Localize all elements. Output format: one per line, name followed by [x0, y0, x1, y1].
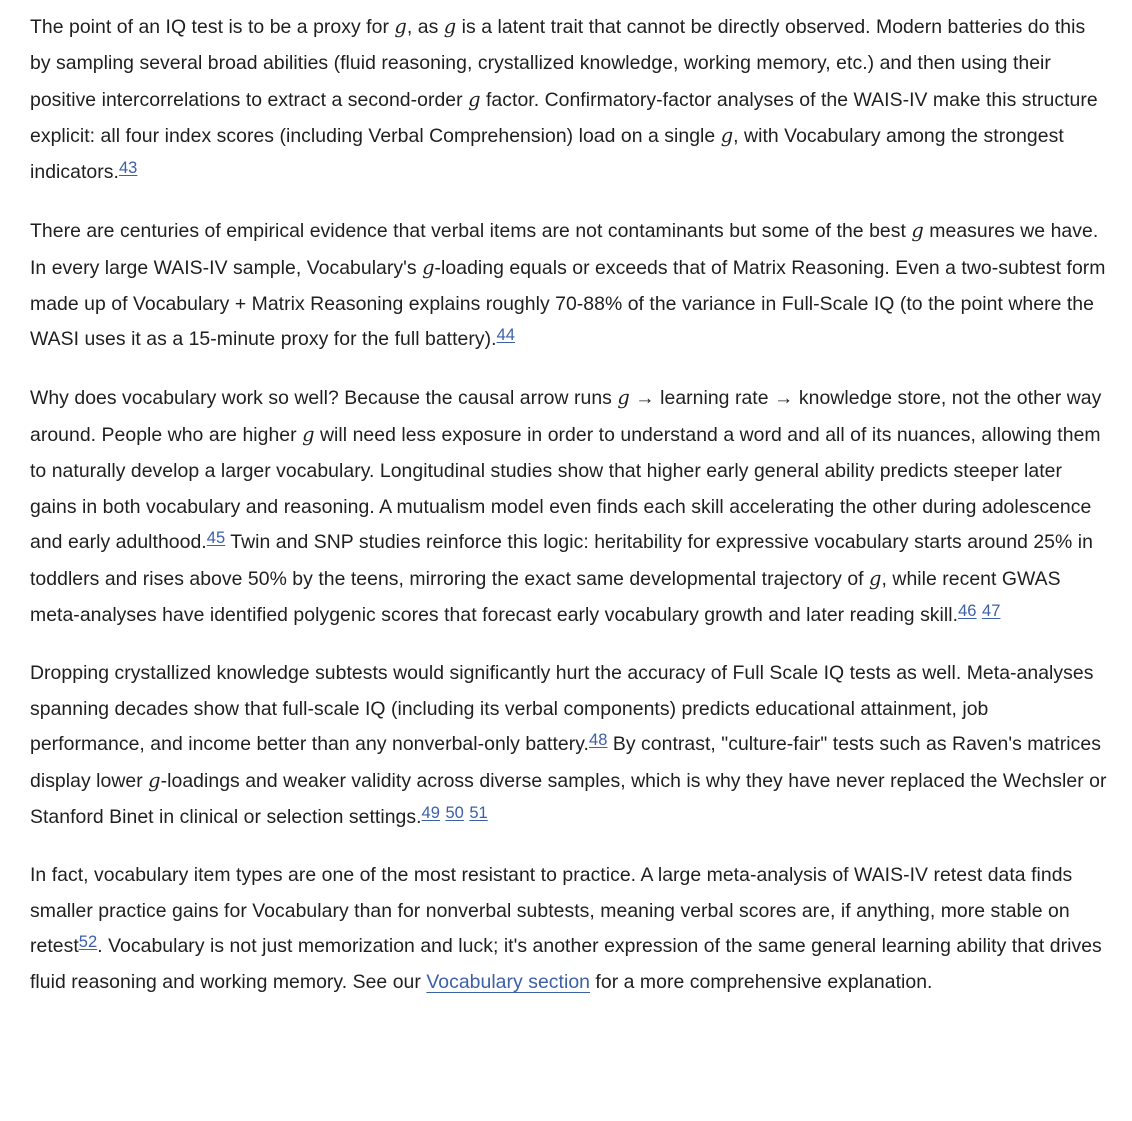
g-symbol: g: [617, 386, 630, 410]
g-symbol: g: [148, 769, 161, 793]
g-symbol: g: [443, 15, 457, 38]
footnote-link-51[interactable]: 51: [469, 803, 488, 822]
paragraph-why-vocabulary: [30, 380, 1108, 634]
footnote-link-49[interactable]: 49: [421, 803, 440, 822]
vocabulary-section-link[interactable]: Vocabulary section: [426, 971, 590, 994]
text-run: In fact, vocabulary item types are one of the most resistant to practice. A large meta-analysis of WAIS-IV retest data finds smaller practice gains for Vocabulary than for nonverbal subtests, meaning verbal scores are, if anything, more stable on retest: [30, 863, 1073, 958]
text-run: , as: [406, 16, 444, 38]
text-run: measures we have. In every large WAIS-IV sample, Vocabulary's: [30, 219, 1099, 279]
text-run: Dropping crystallized knowledge subtests would significantly hurt the accuracy of Full Scale IQ tests as well. Meta-analyses spanning decades show that full-scale IQ (including its verbal components) predicts educational attainment, job performance, and income better than any nonverbal-only battery.: [30, 661, 1094, 756]
article-body: [30, 9, 1108, 1023]
footnote-link-52[interactable]: 52: [78, 933, 98, 952]
text-run: factor. Confirmatory-factor analyses of the WAIS-IV make this structure explicit: all four index scores (including Verbal Comprehension) load on a single: [30, 88, 1098, 148]
footnote-link-46[interactable]: 46: [958, 601, 977, 620]
footnote-link-50[interactable]: 50: [445, 803, 464, 822]
paragraph-verbal-evidence: [30, 213, 1108, 358]
footnote-link-44[interactable]: 44: [496, 326, 516, 345]
text-run: , while recent GWAS meta-analyses have identified polygenic scores that forecast early vocabulary growth and later reading skill.: [30, 568, 1061, 626]
g-symbol: g: [468, 87, 481, 111]
footnote-link-47[interactable]: 47: [981, 601, 1001, 620]
text-run: is a latent trait that cannot be directly observed. Modern batteries do this by sampling several broad abilities (fluid reasoning, crystallized knowledge, working memory, etc.) and then using their positive intercorrelations to extract a second-order: [30, 16, 1086, 111]
paragraph-crystallized-knowledge: [30, 656, 1108, 836]
paragraph-g-proxy: [30, 9, 1108, 191]
text-run: The point of an IQ test is to be a proxy for: [30, 16, 395, 38]
footnote-link-43[interactable]: 43: [118, 159, 138, 178]
footnote-link-45[interactable]: 45: [206, 529, 226, 548]
text-run: There are centuries of empirical evidence that verbal items are not contaminants but some of the best: [30, 219, 912, 242]
g-symbol: g: [869, 567, 882, 591]
g-symbol: g: [911, 218, 924, 242]
text-run: -loading equals or exceeds that of Matrix Reasoning. Even a two-subtest form made up of Vocabulary + Matrix Reasoning explains roughly 70-88% of the variance in Full-Scale IQ (to the point where the WASI uses it as a 15-minute proxy for the full battery).: [30, 256, 1106, 351]
paragraph-practice-resistance: [30, 858, 1108, 1001]
text-run: for a more comprehensive explanation.: [590, 971, 933, 994]
text-run: Twin and SNP studies reinforce this logic: heritability for expressive vocabulary starts around 25% in toddlers and rises above 50% by the teens, mirroring the exact same developmental trajectory of: [30, 531, 1093, 591]
g-symbol: g: [394, 15, 407, 38]
text-run: By contrast, "culture-fair" tests such as Raven's matrices display lower: [30, 733, 1101, 793]
text-run: -loadings and weaker validity across diverse samples, which is why they have never replaced the Wechsler or Stanford Binet in clinical or selection settings.: [30, 770, 1107, 828]
footnote-link-48[interactable]: 48: [588, 731, 608, 750]
g-symbol: g: [422, 255, 435, 279]
text-run: Why does vocabulary work so well? Because the causal arrow runs: [30, 387, 618, 410]
g-symbol: g: [302, 422, 315, 446]
text-run: → learning rate → knowledge store, not the other way around. People who are higher: [30, 387, 1102, 446]
text-run: , with Vocabulary among the strongest indicators.: [30, 125, 1064, 184]
text-run: . Vocabulary is not just memorization and luck; it's another expression of the same general learning ability that drives fluid reasoning and working memory. See our: [30, 935, 1102, 994]
g-symbol: g: [720, 124, 734, 148]
text-run: will need less exposure in order to understand a word and all of its nuances, allowing them to naturally develop a larger vocabulary. Longitudinal studies show that higher early general ability predicts steeper later gains in both vocabulary and reasoning. A mutualism model even finds each skill accelerating the other during adolescence and early adulthood.: [30, 423, 1101, 554]
